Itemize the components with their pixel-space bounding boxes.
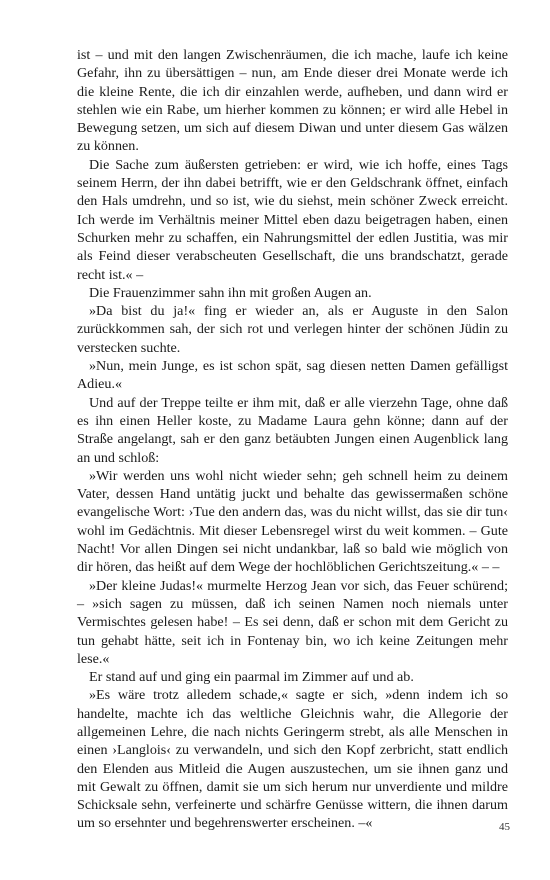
body-text (77, 46, 508, 833)
paragraph-3: Die Frauenzimmer sahn ihn mit großen Augen an. (89, 284, 372, 301)
paragraph-10: »Es wäre trotz alledem schade,« sagte er sich, »denn indem ich so handelte, machte ich das weltliche Gleichnis wahr, die Allegorie der allgemeinen Lehre, die nach nichts Geringerm strebt, als alle Menschen in einen ›Langlois‹ zu verwandeln, und sich den Kopf zerbricht, statt endlich den Elenden aus Mitleid die Augen auszustechen, um sie ihnen ganz und mit Gewalt zu öffnen, damit sie um sich herum nur unverdiente und mildre Schicksale sehn, verfeinerte und schärfre Genüsse wittern, die ihnen darum um so ersehnter und begehrenswerter erscheinen. –« (77, 687, 508, 832)
paragraph-1: ist – und mit den langen Zwischenräumen, die ich mache, laufe ich keine Gefahr, ihn zu übersättigen – nun, am Ende dieser drei Monate werde ich die kleine Rente, die ich dir einzahlen werde, aufheben, und dann wird er stehlen wie ein Rabe, um hierher kommen zu können; er wird alle Hebel in Bewegung setzen, um sich auf diesem Diwan und unter diesem Gas wälzen zu können. (77, 47, 508, 155)
paragraph-9: Er stand auf und ging ein paarmal im Zimmer auf und ab. (89, 669, 414, 686)
paragraph-7: »Wir werden uns wohl nicht wieder sehn; geh schnell heim zu deinem Vater, dessen Hand untätig juckt und behalte das gewissermaßen schöne evangelische Wort: ›Tue den andern das, was du nicht willst, das sie dir tun‹ wohl im Gedächtnis. Mit dieser Lebensregel wirst du weit kommen. – Gute Nacht! Vor allen Dingen sei nicht undankbar, laß so bald wie möglich von dir hören, das heißt auf dem Wege der hochlöblichen Gerichtszeitung.« – – (77, 467, 508, 576)
page-number: 45 (499, 821, 510, 833)
paragraph-2: Die Sache zum äußersten getrieben: er wird, wie ich hoffe, eines Tags seinem Herrn, der ihn dabei betrifft, wie er den Geldschrank öffnet, einfach den Hals umdrehn, und so ist, wie du siehst, mein schöner Zweck erreicht. Ich werde im Verhältnis meiner Mittel eben dazu beigetragen haben, einen Schurken mehr zu schaffen, ein Nahrungsmittel der edlen Justitia, was mir als Feind dieser verabscheuten Gesellschaft, die uns brandschatzt, gerade recht ist.« – (77, 156, 508, 283)
paragraph-8: »Der kleine Judas!« murmelte Herzog Jean vor sich, das Feuer schürend; – »sich sagen zu müssen, daß ich seinen Namen noch niemals unter Vermischtes gelesen habe! – Es sei denn, daß er schon mit dem Gericht zu tun gehabt hätte, seit ich in Fontenay bin, wo ich keine Zeitungen mehr lese.« (77, 577, 508, 667)
paragraph-6: Und auf der Treppe teilte er ihm mit, daß er alle vierzehn Tage, ohne daß es ihn einen Heller koste, zu Madame Laura gehn könne; dann auf der Straße angelangt, sah er den ganz betäubten Jungen einen Augenblick lang an und schloß: (77, 394, 508, 466)
paragraph-4: »Da bist du ja!« fing er wieder an, als er Auguste in den Salon zurückkommen sah, der sich rot und verlegen hinter der schönen Jüdin zu verstecken suchte. (77, 303, 508, 356)
paragraph-5: »Nun, mein Junge, es ist schon spät, sag diesen netten Damen gefälligst Adieu.« (77, 358, 508, 393)
